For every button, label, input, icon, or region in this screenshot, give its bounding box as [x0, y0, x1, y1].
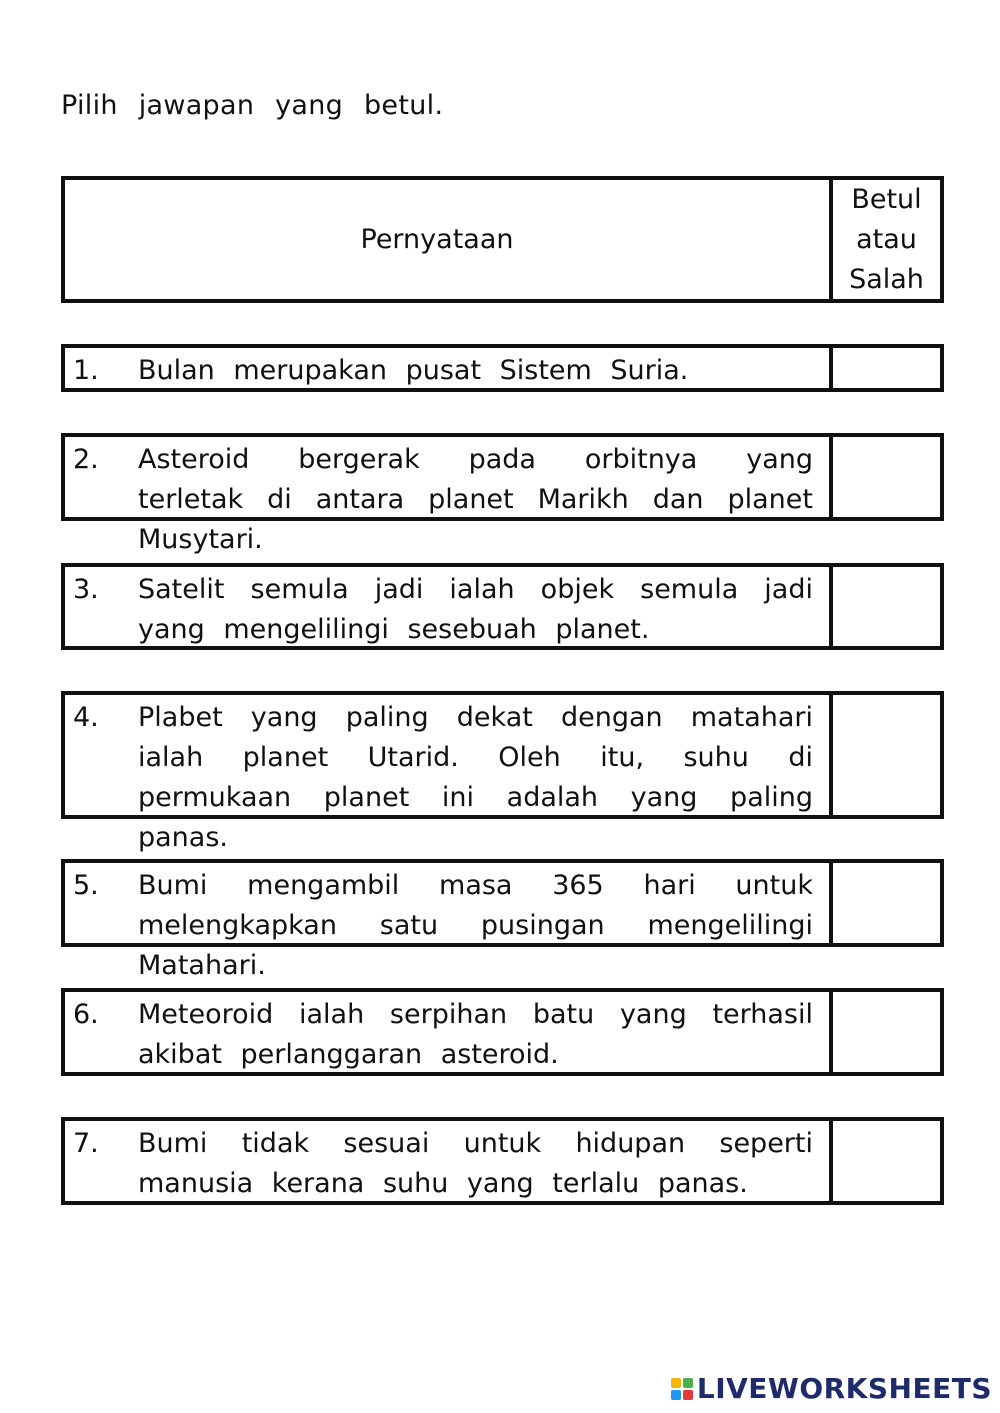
question-text: Satelit semula jadi ialah objek semula jadi yang mengelilingi sesebuah planet. [138, 574, 813, 645]
logo-square [683, 1390, 693, 1400]
question-text: Asteroid bergerak pada orbitnya yang terletak di antara planet Marikh dan planet Musytari. [138, 444, 813, 555]
statement-column-header: Pernyataan [360, 224, 514, 255]
question-number: 1. [73, 355, 99, 386]
liveworksheets-watermark [671, 1372, 992, 1405]
question-number: 4. [73, 702, 99, 733]
answer-box-1[interactable] [829, 348, 940, 388]
question-row-1 [61, 344, 944, 392]
question-number: 2. [73, 444, 99, 475]
logo-square [683, 1378, 693, 1388]
question-row-3 [61, 563, 944, 650]
answer-box-2[interactable] [829, 437, 940, 517]
question-row-2 [61, 433, 944, 555]
question-text: Bulan merupakan pusat Sistem Suria. [138, 355, 689, 386]
answer-box-7[interactable] [829, 1121, 940, 1201]
instruction-text: Pilih jawapan yang betul. [61, 90, 444, 121]
question-text: Bumi tidak sesuai untuk hidupan seperti manusia kerana suhu yang terlalu panas. [138, 1128, 813, 1199]
question-number: 7. [73, 1128, 99, 1159]
question-text: Bumi mengambil masa 365 hari untuk melengkapkan satu pusingan mengelilingi Matahari. [138, 870, 813, 981]
answer-box-5[interactable] [829, 863, 940, 943]
answer-box-3[interactable] [829, 567, 940, 646]
question-text: Plabet yang paling dekat dengan matahari ialah planet Utarid. Oleh itu, suhu di permukaan planet ini adalah yang paling panas. [138, 702, 813, 853]
question-row-7 [61, 1117, 944, 1205]
question-row-6 [61, 988, 944, 1076]
question-text: Meteoroid ialah serpihan batu yang terhasil akibat perlanggaran asteroid. [138, 999, 813, 1070]
answer-box-4[interactable] [829, 695, 940, 815]
liveworksheets-logo-icon [671, 1378, 693, 1400]
watermark-text: LIVEWORKSHEETS [696, 1372, 992, 1405]
question-number: 5. [73, 870, 99, 901]
answer-column-header: Betul atau Salah [829, 180, 940, 299]
question-row-5 [61, 859, 944, 981]
answer-box-6[interactable] [829, 992, 940, 1072]
question-number: 6. [73, 999, 99, 1030]
logo-square [671, 1378, 681, 1388]
question-row-4 [61, 691, 944, 853]
table-header [61, 176, 944, 303]
logo-square [671, 1390, 681, 1400]
question-number: 3. [73, 574, 99, 605]
